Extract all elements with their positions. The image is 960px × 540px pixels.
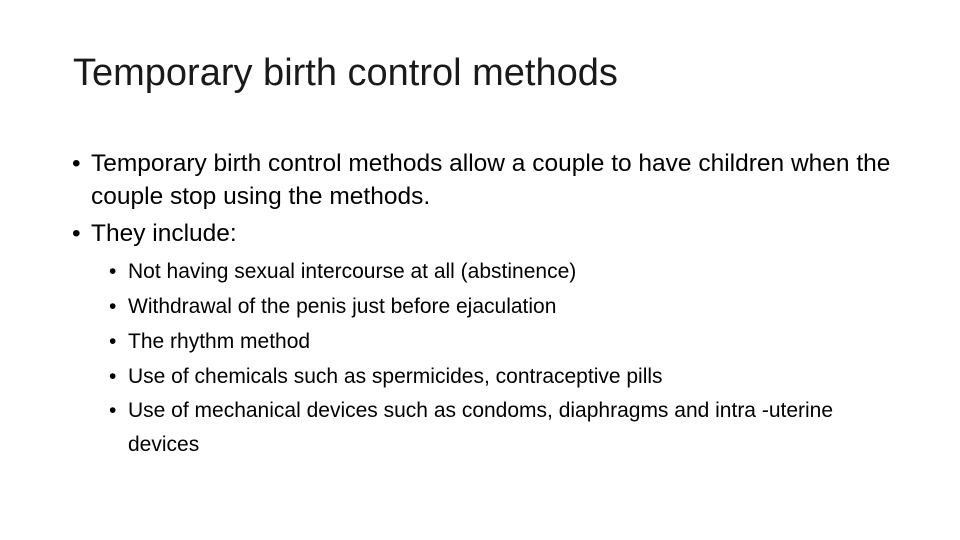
sub-bullet-item <box>72 254 892 289</box>
bullet-text: They include: <box>91 220 237 247</box>
slide-body <box>72 147 892 462</box>
sub-bullet-icon: • <box>109 365 117 388</box>
sub-bullet-icon: • <box>109 260 117 283</box>
sub-bullet-item <box>72 289 892 324</box>
bullet-text: Temporary birth control methods allow a couple to have children when the couple stop using the methods. <box>91 150 891 210</box>
sub-bullet-item <box>72 324 892 359</box>
sub-bullet-icon: • <box>109 295 117 318</box>
bullet-icon: • <box>72 150 81 177</box>
sub-bullet-text: Withdrawal of the penis just before ejaculation <box>128 295 557 318</box>
sub-bullet-text: Use of chemicals such as spermicides, contraceptive pills <box>128 365 663 388</box>
sub-bullet-list <box>72 254 892 462</box>
slide-title: Temporary birth control methods <box>73 52 618 94</box>
sub-bullet-text: Not having sexual intercourse at all (abstinence) <box>128 260 577 283</box>
sub-bullet-text: Use of mechanical devices such as condoms, diaphragms and intra -uterine devices <box>128 399 834 456</box>
sub-bullet-icon: • <box>109 399 117 422</box>
bullet-item <box>72 147 892 213</box>
sub-bullet-item <box>72 359 892 394</box>
bullet-icon: • <box>72 220 81 247</box>
sub-bullet-text: The rhythm method <box>128 330 311 353</box>
sub-bullet-icon: • <box>109 330 117 353</box>
bullet-item <box>72 217 892 250</box>
sub-bullet-item <box>72 394 892 462</box>
